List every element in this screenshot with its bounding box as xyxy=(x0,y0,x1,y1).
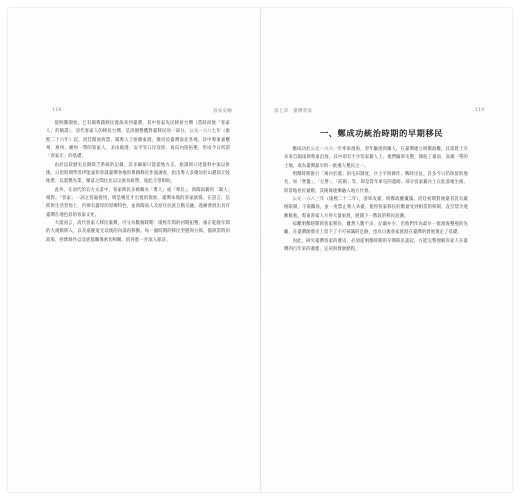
paragraph: 綜觀明鄭時期的客家移民，雖然人數不多，記載亦少，但他們作為最早一批渡海墾殖的先驅，在臺灣開發史上留下了不可抹滅的足跡，也為日後客家族群在臺灣的發展奠定了基礎。 xyxy=(284,222,468,236)
paragraph: 此外，在清代的官方文書中，客家移民多被稱為「粵人」或「粵民」，與閩南籍的「閩人」相對。「客家」一詞之普遍使用，則是晚近才出現的現象。臺灣本地的客家族群，在語言、信仰與生活習俗上，仍保有濃厚的原鄉特色，並與閩南人及原住民族互動交融，逐漸發展出具有臺灣在地色彩的客家文化。 xyxy=(46,187,230,218)
left-body-text xyxy=(46,120,230,245)
paragraph: 因此，研究臺灣客家的歷史，必須從明鄭時期的早期移民談起，方能完整理解客家人在臺灣四百年來的遷徙、定居與發展歷程。 xyxy=(284,238,468,253)
right-page-number: 119 xyxy=(475,108,485,113)
paragraph: 鄭成功於公元一六六一年率軍渡海，翌年驅逐荷蘭人，在臺灣建立明鄭政權。其部將士卒多來自閩南與粵東沿海，其中即有不少客家籍人士。他們隨軍屯墾，開拓了臺南、高雄一帶的土地，成為臺灣最早的一批漢人墾民之一。 xyxy=(284,147,468,169)
paragraph: 公元一六八三年（康熙二十二年），清軍攻臺，明鄭政權覆滅。清廷初期對渡臺者設有嚴格限制，不准攜眷，並一度禁止粵人來臺，使得客家移民的數量受到相當的抑制。直至禁令逐漸鬆弛，粵東客家人方得大量東渡，展開下一階段的移民浪潮。 xyxy=(284,197,468,219)
right-running-head: 第七章 臺灣客家 xyxy=(274,109,313,114)
left-page xyxy=(8,8,260,492)
paragraph: 明鄭時期推行「寓兵於農」的屯田制度，兵士平時耕作，戰時出征。許多今日仍保留的地名，如「營盤」、「左營」、「前鎮」等，即是當年軍屯的遺跡。部分客家籍兵士在此落地生根，與當地居民通婚，其後裔逐漸融入地方社會。 xyxy=(284,172,468,194)
paragraph: 由於這段歷史長期缺乏系統的記載，許多細節只能從地方志、族譜與口述資料中加以拼湊。日治時期學者伊能嘉矩曾就臺灣各地的粵籍移民作過調查，指出粵人多聚居於山麓與丘陵地帶，以農墾為業，聚落之間往往以宗族為紐帶，彼此守望相助。 xyxy=(46,162,230,185)
book-spread xyxy=(8,8,512,492)
right-body-text xyxy=(284,146,468,254)
section-title: 一、鄭成功統治時期的早期移民 xyxy=(320,128,444,138)
paragraph: 從明鄭開始，已有閩粵籍移民渡海來到臺灣，其中客家先民移居台灣（當時尚無「客家人」的稱謂），清代客家人的移民台灣，是清朝整體對臺移民的一部分。公元一六八七年（康熙二十六年）起，清廷開放海禁，閩粵人士絡繹東渡，散居於臺灣南北各地，其中粵東嘉應州、惠州、潮州一帶的客家人，多由鹿港、安平等口岸登陸，再向內陸拓墾，形成今日所謂「客家庄」的基礎。 xyxy=(46,121,230,160)
left-running-head: 客家史略 xyxy=(213,109,233,114)
paragraph: 大抵而言，清代客家人移民臺灣，可分為數個時期：康熙年間的初期拓墾、雍正乾隆年間的大規模移入，以及嘉慶道光以後的內部再移動。每一個時期的移民型態與分佈，都與當時的政策、經濟條件以及族群關係密切相關，值得進一步深入探討。 xyxy=(46,221,230,243)
right-page xyxy=(260,8,512,492)
left-page-number: 118 xyxy=(52,108,62,113)
